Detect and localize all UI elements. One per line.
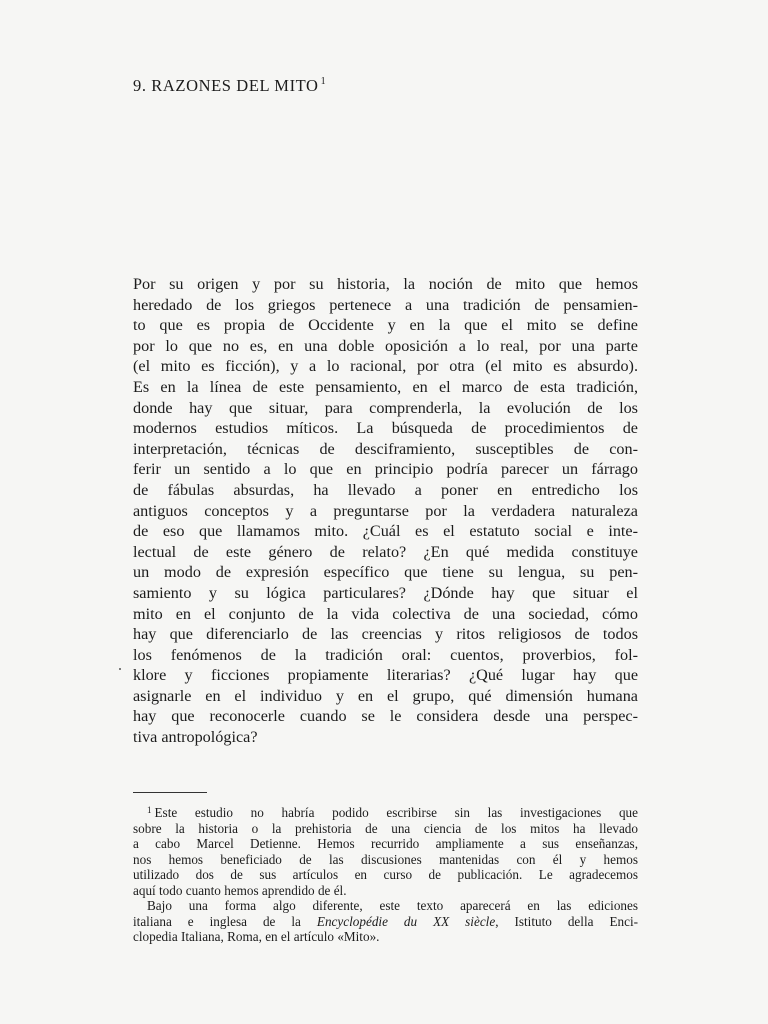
body-line: samiento y su lógica particulares? ¿Dónde hay que situar el bbox=[133, 583, 638, 602]
body-line: klore y ficciones propiamente literarias? ¿Qué lugar hay que bbox=[133, 666, 638, 685]
body-line: lectual de este género de relato? ¿En qué medida constituye bbox=[133, 542, 638, 561]
body-line: de eso que llamamos mito. ¿Cuál es el estatuto social e inte- bbox=[133, 522, 638, 541]
footnote-text: Este estudio no habría podido escribirse sin las investigaciones que bbox=[154, 805, 638, 820]
footnote-separator bbox=[133, 792, 207, 793]
scan-speck bbox=[119, 668, 121, 670]
body-line: heredado de los griegos pertenece a una tradición de pensamien- bbox=[133, 295, 638, 314]
body-line: ferir un sentido a lo que en principio podría parecer un fárrago bbox=[133, 460, 638, 479]
footnote-text: italiana e inglesa de la bbox=[133, 913, 317, 929]
body-line: hay que reconocerle cuando se le considera desde una perspec- bbox=[133, 707, 638, 726]
body-line: por lo que no es, en una doble oposición a lo real, por una parte bbox=[133, 336, 638, 355]
body-line: Por su origen y por su historia, la noción de mito que hemos bbox=[133, 275, 638, 293]
chapter-title-text: 9. RAZONES DEL MITO bbox=[133, 76, 319, 95]
body-line: Es en la línea de este pensamiento, en el marco de esta tradición, bbox=[133, 377, 638, 396]
footnote-line: utilizado dos de sus artículos en curso de publicación. Le agradecemos bbox=[133, 867, 638, 882]
encyclopedia-title: Encyclopédie du XX siècle bbox=[316, 913, 496, 929]
body-line: donde hay que situar, para comprenderla, la evolución de los bbox=[133, 398, 638, 417]
body-line: interpretación, técnicas de desciframiento, susceptibles de con- bbox=[133, 439, 638, 458]
footnote-paragraph-2 bbox=[133, 898, 638, 945]
body-line: mito en el conjunto de la vida colectiva de una sociedad, cómo bbox=[133, 604, 638, 623]
footnote-mark: 1 bbox=[147, 805, 152, 815]
chapter-title bbox=[133, 76, 326, 96]
body-line: (el mito es ficción), y a lo racional, por otra (el mito es absurdo). bbox=[133, 357, 638, 376]
footnote-line: Bajo una forma algo diferente, este texto aparecerá en las ediciones bbox=[147, 898, 638, 913]
body-line: asignarle en el individuo y en el grupo, qué dimensión humana bbox=[133, 686, 638, 705]
footnote-line: nos hemos beneficiado de las discusiones mantenidas con él y hemos bbox=[133, 851, 638, 867]
body-line: hay que diferenciarlo de las creencias y ritos religiosos de todos bbox=[133, 625, 638, 644]
footnote-line bbox=[133, 914, 638, 930]
footnote-text: , Istituto della Enci- bbox=[495, 913, 639, 929]
footnote-paragraph-1 bbox=[133, 803, 638, 898]
body-paragraph bbox=[133, 274, 638, 748]
footnote-line: clopedia Italiana, Roma, en el artículo «Mito». bbox=[133, 929, 380, 944]
footnote-line: sobre la historia o la prehistoria de una ciencia de los mitos ha llevado bbox=[133, 820, 638, 836]
footnote-line: aquí todo cuanto hemos aprendido de él. bbox=[133, 882, 347, 898]
body-line: tiva antropológica? bbox=[133, 728, 258, 747]
body-line: antiguos conceptos y a preguntarse por la verdadera naturaleza bbox=[133, 501, 638, 520]
body-line: los fenómenos de la tradición oral: cuentos, proverbios, fol- bbox=[133, 645, 638, 664]
body-line: to que es propia de Occidente y en la que el mito se define bbox=[133, 316, 638, 335]
footnote-line bbox=[133, 803, 638, 821]
body-line: modernos estudios míticos. La búsqueda de procedimientos de bbox=[133, 419, 638, 438]
body-line: de fábulas absurdas, ha llevado a poner en entredicho los bbox=[133, 480, 638, 499]
footnote-line: a cabo Marcel Detienne. Hemos recurrido ampliamente a sus enseñanzas, bbox=[133, 836, 638, 851]
footnotes bbox=[133, 803, 638, 945]
footnote-reference: 1 bbox=[320, 76, 327, 87]
body-line: un modo de expresión específico que tiene su lengua, su pen- bbox=[133, 563, 638, 582]
